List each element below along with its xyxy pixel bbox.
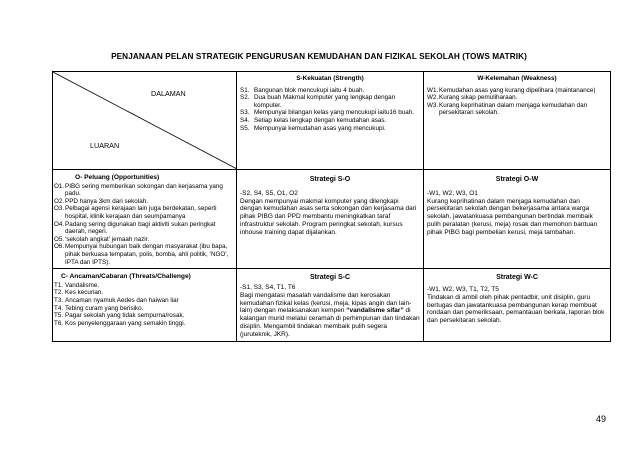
- threats-row: [53, 269, 611, 342]
- page-number: 49: [595, 414, 606, 424]
- list-item-number: O6.: [54, 243, 65, 251]
- list-item: [427, 102, 607, 117]
- strategy-sc-text-end: di kalangan murid melalui ceramah di perhimpunan dan tindakan disiplin. Mengambil tindakan membaik pulih segera (juruteknik, JKR).: [240, 307, 420, 339]
- strategy-wc-cell: [424, 269, 611, 342]
- list-item: [54, 205, 233, 220]
- list-item-number: W3.: [427, 101, 439, 109]
- list-item-text: Kos penyelenggaraan yang semakin tinggi.: [65, 319, 186, 327]
- list-item-number: T6.: [54, 319, 64, 327]
- threats-list: [53, 282, 236, 330]
- list-item-text: Kemudahan asas yang kurang dipelihara (maintanance): [439, 86, 596, 94]
- strengths-heading: S-Kekuatan (Strength): [296, 75, 364, 82]
- list-item-text: Dua buah Makmal komputer yang lengkap dengan komputer.: [254, 94, 396, 109]
- strengths-cell: [237, 72, 424, 170]
- opportunities-row: [53, 170, 611, 269]
- strategy-sc-text-start: Bagi mengatasi masalah vandalisme dan kerosakan kemudahan fizikal kelas (kerusi, meja, kipas angin dan lain-lain) dengan melaksanakan kempen: [240, 291, 412, 315]
- opportunities-list: [53, 183, 236, 269]
- list-item-text: Tebing curam yang berisiko.: [65, 304, 144, 312]
- list-item-text: Mempunyai bilangan kelas yang mencukupi iaitu16 buah.: [254, 109, 414, 117]
- weaknesses-list: [424, 87, 610, 119]
- list-item: [54, 183, 233, 198]
- list-item: [427, 87, 607, 95]
- strategy-wc-text: Tindakan di ambil oleh pihak pentadbir, unit disiplin, guru bertugas dan jawatankuasa pembangunan kerap membuat rondaan dan pemeriksaan, pemantauan berkala, laporan blok dan persekitaran sekolah.: [427, 293, 605, 325]
- strategy-wo-cell: [424, 170, 611, 269]
- list-item-number: O5.: [54, 235, 65, 243]
- list-item-number: S1.: [240, 86, 250, 94]
- threats-cell: [53, 269, 237, 342]
- strategy-sc-cell: [237, 269, 424, 342]
- list-item-text: ‘sekolah angkat’ jemaah nazir.: [65, 235, 150, 243]
- strategy-sc-text: [240, 292, 420, 339]
- strategy-sc-heading: Strategi S-C: [309, 274, 351, 282]
- dalaman-label: DALAMAN: [151, 89, 186, 98]
- list-item-number: T3.: [54, 296, 64, 304]
- corner-cell: [53, 72, 237, 170]
- list-item: [240, 117, 420, 125]
- list-item-number: T1.: [54, 281, 64, 289]
- list-item-text: Setiap kelas lengkap dengan kemudahan asas.: [254, 116, 387, 124]
- list-item-text: Pagar sekolah yang tidak sempurna/rosak.: [65, 312, 185, 320]
- list-item-number: S4.: [240, 116, 250, 124]
- list-item-text: Pelbagai agensi kerajaan lain juga berdekatan, seperti hospital, klinik kerajaan dan seumpamanya: [65, 205, 217, 220]
- weaknesses-heading: W-Kelemahan (Weakness): [477, 75, 557, 82]
- opportunities-heading: O- Peluang (Opportunities): [75, 174, 160, 181]
- luaran-label: LUARAN: [90, 141, 120, 150]
- strategy-wc-heading: Strategi W-C: [496, 274, 538, 282]
- strategy-wc-codes: -W1, W2, W3, T1, T2, T5: [427, 285, 499, 293]
- list-item-number: T4.: [54, 304, 64, 312]
- list-item: [54, 236, 233, 244]
- list-item-text: PPD hanya 3km dari sekolah.: [65, 197, 148, 205]
- list-item-number: S5.: [240, 124, 250, 132]
- list-item-text: Kurang sikap pemuliharaan.: [439, 94, 518, 102]
- list-item-text: Vandalisme.: [65, 281, 100, 289]
- list-item-number: S3.: [240, 109, 250, 117]
- list-item-number: T5.: [54, 312, 64, 320]
- strategy-so-text: Dengan mempunyai makmal komputer yang dilengkapi dengan kemudahan asas serta sokongan dan kerjasama dari pihak PIBG dan PPD membantu meningkatkan taraf infrastruktur sekolah. Program peringkat sekolah, kursus inhouse training dapat dijalankan.: [240, 197, 417, 237]
- list-item: [54, 297, 233, 305]
- list-item: [54, 243, 233, 266]
- matrix-header-row: [53, 72, 611, 170]
- strategy-wo-codes: -W1, W2, W3, O1: [427, 189, 478, 197]
- strategy-sc-codes: -S1, S3, S4, T1, T6: [240, 283, 296, 291]
- list-item-number: T2.: [54, 289, 64, 297]
- strategy-wo-heading: Strategi O-W: [495, 176, 539, 183]
- strategy-sc-bold-phrase: “vandalisme sifar”: [346, 307, 404, 315]
- strategy-so-codes: -S2, S4, S5, O1, O2: [240, 189, 298, 197]
- strengths-list: [237, 87, 423, 135]
- list-item-text: PIBG sering memberikan sokongan dan kerjasama yang padu.: [65, 182, 223, 198]
- list-item-number: W1.: [427, 86, 439, 94]
- list-item-text: Bangunan blok mencukupi iaitu 4 buah.: [254, 86, 365, 94]
- document-title: PENJANAAN PELAN STRATEGIK PENGURUSAN KEMUDAHAN DAN FIZIKAL SEKOLAH (TOWS MATRIK): [111, 52, 527, 61]
- list-item-text: Padang sering digunakan bagi aktiviti sukan peringkat daerah, negeri.: [65, 220, 216, 236]
- list-item: [54, 312, 233, 320]
- list-item-number: O1.: [54, 182, 65, 190]
- list-item-text: Mempunyai kemudahan asas yang mencukupi.: [254, 124, 386, 132]
- list-item-number: O4.: [54, 220, 65, 228]
- list-item: [240, 109, 420, 117]
- weaknesses-cell: [424, 72, 611, 170]
- list-item: [240, 87, 420, 95]
- list-item-text: Mempunyai hubungan baik dengan masyarakat (ibu bapa, pihak berkuasa tempatan, polis, bomba, ahli politik, ‘NGO’, IPTA dan IPTS).: [65, 243, 229, 266]
- list-item: [427, 94, 607, 102]
- list-item: [54, 221, 233, 236]
- list-item-number: S2.: [240, 94, 250, 102]
- opportunities-cell: [53, 170, 237, 269]
- list-item: [54, 305, 233, 313]
- strategy-so-heading: Strategi S-O: [309, 176, 351, 183]
- list-item-number: O3.: [54, 205, 65, 213]
- list-item-text: Ancaman nyamuk Aedes dan haiwan liar: [65, 296, 179, 304]
- list-item: [54, 289, 233, 297]
- list-item-text: Kurang keprihatinan dalam menjaga kemudahan dan persekitaran sekolah.: [439, 101, 588, 117]
- list-item: [240, 125, 420, 133]
- tows-matrix-table: [52, 71, 611, 342]
- list-item-text: Kes kecurian.: [65, 289, 104, 297]
- strategy-so-cell: [237, 170, 424, 269]
- strategy-wo-text: Kurang keprihatinan dalam menjaga kemudahan dan persekitaran sekolah dengan bekerjasama antara warga sekolah, jawatankuasa pembangunan bertindak membaik pulih peralatan (kerusi, meja) rosak dan memohon bantuan pihak PIBG bagi pembelian kerusi, meja tambahan.: [427, 197, 598, 237]
- diagonal-divider: [53, 72, 237, 169]
- list-item-number: O2.: [54, 197, 65, 205]
- list-item: [240, 94, 420, 109]
- list-item: [54, 198, 233, 206]
- list-item-number: W2.: [427, 94, 439, 102]
- threats-heading: C- Ancaman/Cabaran (Threats/Challenge): [61, 273, 191, 281]
- list-item: [54, 320, 233, 328]
- list-item: [54, 282, 233, 290]
